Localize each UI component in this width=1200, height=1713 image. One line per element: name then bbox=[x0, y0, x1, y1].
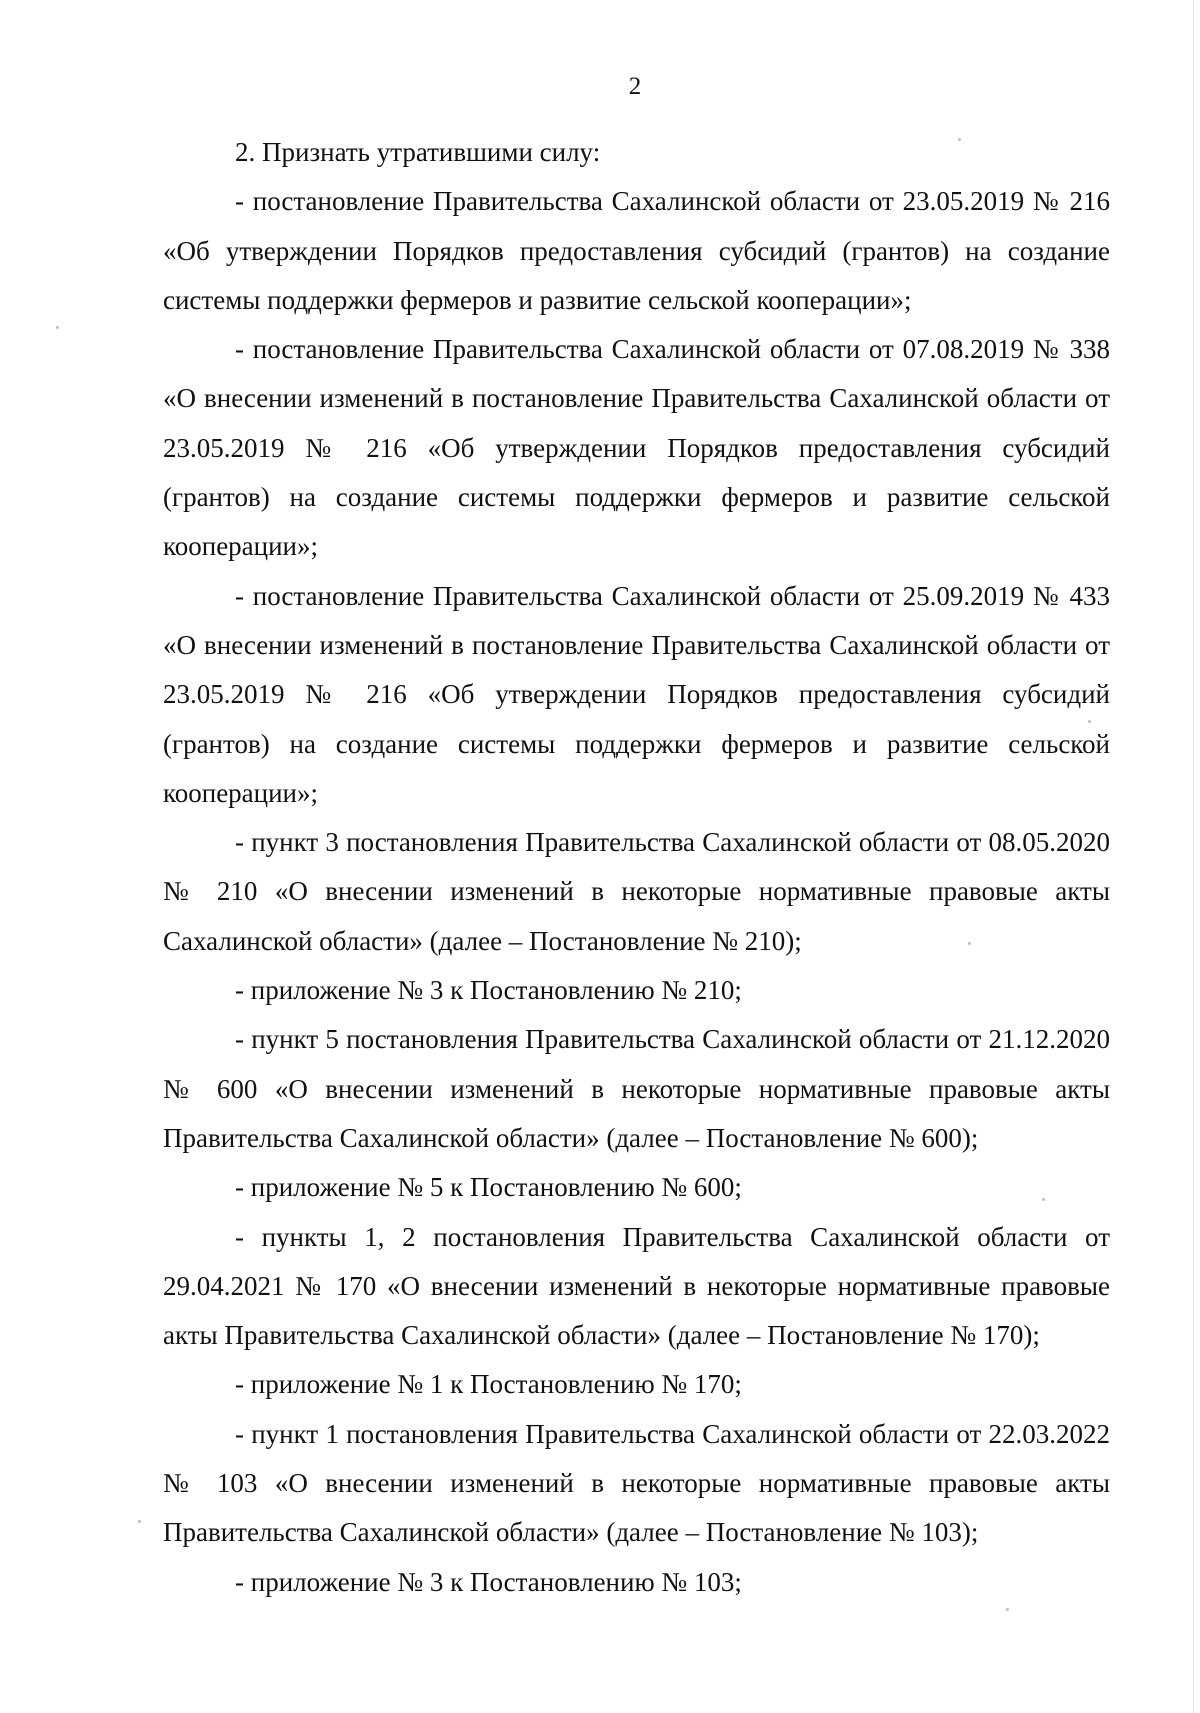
list-item: - пункт 1 постановления Правительства Сахалинской области от 22.03.2022 № 103 «О внесении изменений в некоторые нормативные правовые акты Правительства Сахалинской области» (далее – Постановление № 103); bbox=[163, 1418, 1110, 1548]
scan-speck bbox=[1006, 1608, 1009, 1611]
list-item: - постановление Правительства Сахалинской области от 25.09.2019 № 433 «О внесении изменений в постановление Правительства Сахалинской области от 23.05.2019 № 216 «Об утверждении Порядков предоставления субсидий (грантов) на создание системы поддержки фермеров и развитие сельской кооперации»; bbox=[163, 580, 1110, 808]
section-heading: 2. Признать утратившими силу: bbox=[235, 137, 601, 167]
document-body bbox=[163, 128, 1110, 1607]
list-item: - приложение № 1 к Постановлению № 170; bbox=[235, 1369, 742, 1400]
list-item: - пункт 3 постановления Правительства Сахалинской области от 08.05.2020 № 210 «О внесении изменений в некоторые нормативные правовые акты Сахалинской области» (далее – Постановление № 210); bbox=[163, 827, 1110, 956]
scan-speck bbox=[968, 942, 971, 945]
list-item: - приложение № 3 к Постановлению № 103; bbox=[235, 1566, 742, 1597]
list-item: - пункты 1, 2 постановления Правительства Сахалинской области от 29.04.2021 № 170 «О внесении изменений в некоторые нормативные правовые акты Правительства Сахалинской области» (далее – Постановление № 170); bbox=[163, 1221, 1110, 1351]
list-item: - приложение № 5 к Постановлению № 600; bbox=[235, 1172, 742, 1203]
scan-edge bbox=[1193, 0, 1200, 1713]
scan-speck bbox=[1042, 1198, 1045, 1201]
list-item: - приложение № 3 к Постановлению № 210; bbox=[235, 975, 742, 1006]
scan-speck bbox=[138, 1520, 141, 1523]
scan-speck bbox=[56, 326, 59, 329]
list-item: - постановление Правительства Сахалинской области от 07.08.2019 № 338 «О внесении изменений в постановление Правительства Сахалинской области от 23.05.2019 № 216 «Об утверждении Порядков предоставления субсидий (грантов) на создание системы поддержки фермеров и развитие сельской кооперации»; bbox=[163, 334, 1110, 562]
list-item: - пункт 5 постановления Правительства Сахалинской области от 21.12.2020 № 600 «О внесении изменений в некоторые нормативные правовые акты Правительства Сахалинской области» (далее – Постановление № 600); bbox=[163, 1024, 1110, 1153]
scan-speck bbox=[958, 138, 961, 141]
list-item: - постановление Правительства Сахалинской области от 23.05.2019 № 216 «Об утверждении Порядков предоставления субсидий (грантов) на создание системы поддержки фермеров и развитие сельской кооперации»; bbox=[163, 186, 1110, 315]
page-number: 2 bbox=[628, 73, 642, 100]
scan-speck bbox=[1088, 720, 1091, 723]
